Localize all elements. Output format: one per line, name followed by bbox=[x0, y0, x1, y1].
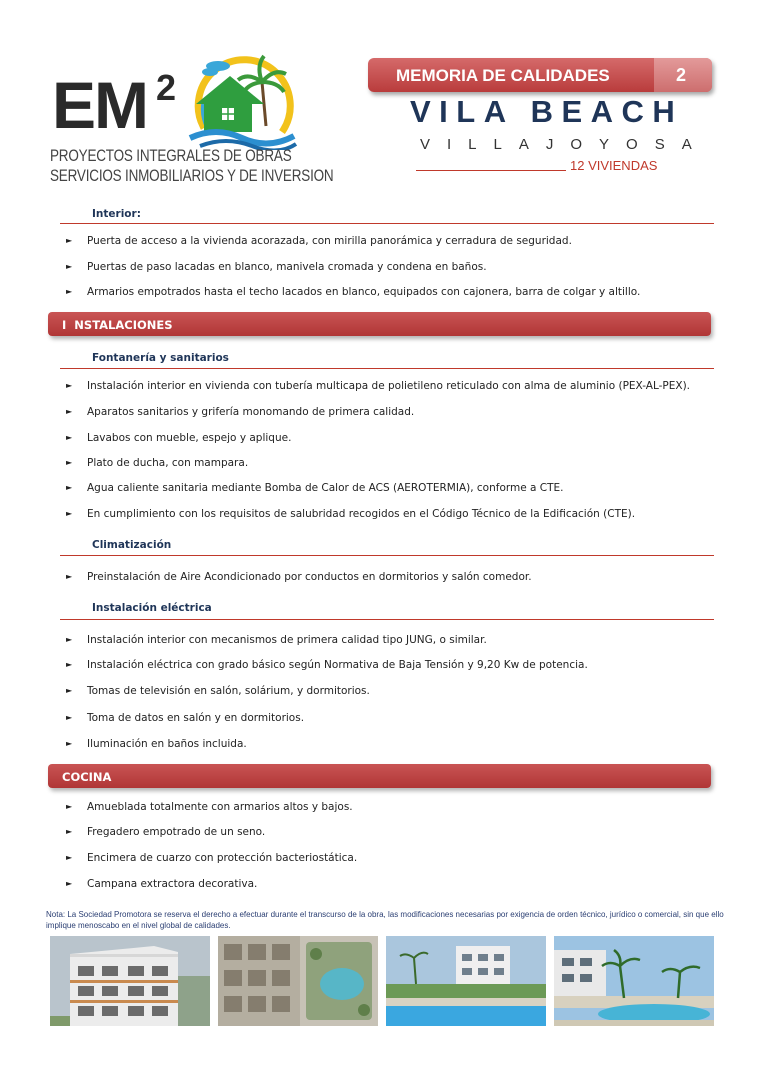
logo-tagline-1: PROYECTOS INTEGRALES DE OBRAS bbox=[50, 146, 292, 165]
bullet-arrow-icon: ► bbox=[66, 509, 73, 518]
section-instalaciones bbox=[48, 312, 711, 336]
units-divider bbox=[416, 170, 566, 171]
bullet-arrow-icon: ► bbox=[66, 572, 73, 581]
units-count: 12 VIVIENDAS bbox=[570, 158, 658, 173]
bullet-arrow-icon: ► bbox=[66, 660, 73, 669]
section-title: COCINA bbox=[62, 770, 112, 784]
bullet-arrow-icon: ► bbox=[66, 483, 73, 492]
site-plan-aerial-render bbox=[218, 936, 378, 1026]
bullet-arrow-icon: ► bbox=[66, 381, 73, 390]
interior-divider bbox=[60, 223, 714, 224]
bullet-arrow-icon: ► bbox=[66, 407, 73, 416]
bullet-arrow-icon: ► bbox=[66, 433, 73, 442]
electrica-divider bbox=[60, 619, 714, 620]
fontaneria-divider bbox=[60, 368, 714, 369]
section-cocina bbox=[48, 764, 711, 788]
bullet-arrow-icon: ► bbox=[66, 739, 73, 748]
bullet-arrow-icon: ► bbox=[66, 686, 73, 695]
climatizacion-heading: Climatización bbox=[92, 539, 172, 551]
interior-heading: Interior: bbox=[92, 208, 141, 220]
bullet-arrow-icon: ► bbox=[66, 458, 73, 467]
page-number: 2 bbox=[676, 65, 687, 85]
fontaneria-heading: Fontanería y sanitarios bbox=[92, 352, 229, 364]
bullet-arrow-icon: ► bbox=[66, 713, 73, 722]
legal-note: Nota: La Sociedad Promotora se reserva el derecho a efectuar durante el transcurso de la obra, las modificaciones necesarias por exigencia de orden técnico, jurídico o comercial, sin que ello implique menoscabo en el nivel global de calidades. bbox=[46, 910, 724, 930]
electrica-heading: Instalación eléctrica bbox=[92, 602, 212, 614]
project-city: VILLAJOYOSA bbox=[420, 136, 709, 153]
doc-title: MEMORIA DE CALIDADES bbox=[396, 66, 610, 85]
building-facade-render bbox=[50, 936, 210, 1026]
project-name: VILA BEACH bbox=[410, 94, 684, 129]
pool-building-render bbox=[386, 936, 546, 1026]
bullet-arrow-icon: ► bbox=[66, 802, 73, 811]
climatizacion-divider bbox=[60, 555, 714, 556]
bullet-arrow-icon: ► bbox=[66, 827, 73, 836]
bullet-arrow-icon: ► bbox=[66, 635, 73, 644]
pool-palms-render bbox=[554, 936, 714, 1026]
company-logo bbox=[48, 42, 334, 192]
doc-title-banner bbox=[368, 58, 712, 92]
logo-mark: EM bbox=[52, 68, 147, 142]
bullet-arrow-icon: ► bbox=[66, 287, 73, 296]
bullet-arrow-icon: ► bbox=[66, 236, 73, 245]
bullet-arrow-icon: ► bbox=[66, 262, 73, 271]
house-palm-beach-icon bbox=[186, 42, 298, 150]
bullet-arrow-icon: ► bbox=[66, 853, 73, 862]
section-title: I NSTALACIONES bbox=[62, 318, 173, 332]
logo-superscript: 2 bbox=[156, 67, 177, 108]
bullet-arrow-icon: ► bbox=[66, 879, 73, 888]
logo-tagline-2: SERVICIOS INMOBILIARIOS Y DE INVERSION bbox=[50, 166, 334, 185]
